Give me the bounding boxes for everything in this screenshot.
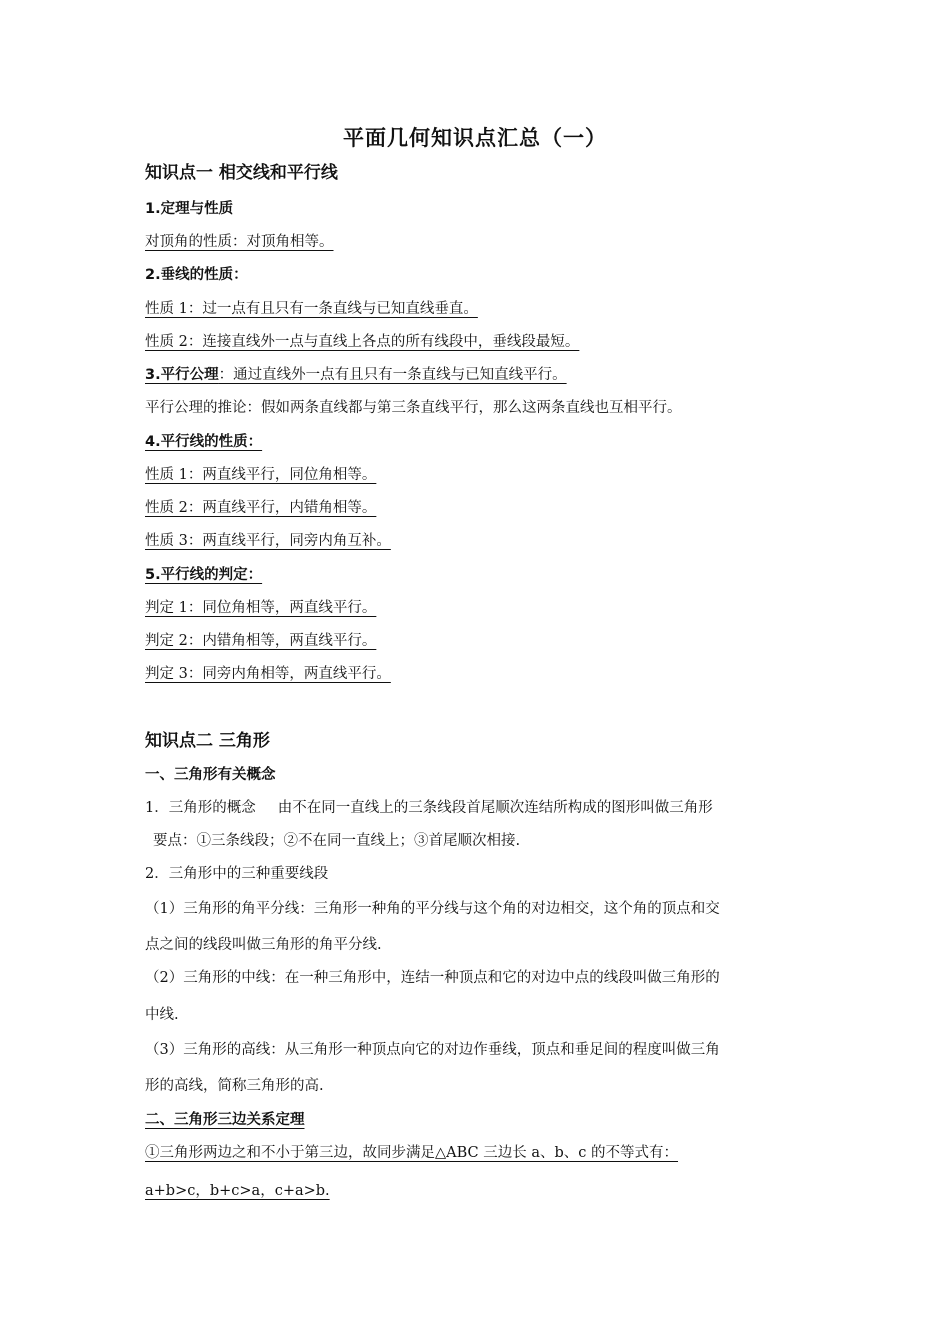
vertical-angles-property: 对顶角的性质：对顶角相等。	[145, 234, 334, 250]
document-title: 平面几何知识点汇总（一）	[343, 126, 607, 150]
parallel-property-3: 性质 3：两直线平行，同旁内角互补。	[145, 533, 391, 549]
three-important-segments: 2．三角形中的三种重要线段	[145, 866, 329, 882]
parallel-axiom-label: 3.平行公理	[145, 367, 219, 383]
section1-heading: 知识点一 相交线和平行线	[145, 163, 338, 183]
perpendicular-property-2: 性质 2：连接直线外一点与直线上各点的所有线段中，垂线段最短。	[145, 334, 580, 350]
parallel-criterion-2: 判定 2：内错角相等，两直线平行。	[145, 633, 377, 649]
parallel-criterion-1: 判定 1：同位角相等，两直线平行。	[145, 600, 377, 616]
subheading-parallel-criteria: 5.平行线的判定：	[145, 567, 263, 583]
median-line-1: （2）三角形的中线：在一种三角形中，连结一种顶点和它的对边中点的线段叫做三角形的	[145, 970, 720, 986]
altitude-line-1: （3）三角形的高线：从三角形一种顶点向它的对边作垂线，顶点和垂足间的程度叫做三角	[145, 1042, 720, 1058]
parallel-property-2: 性质 2：两直线平行，内错角相等。	[145, 500, 377, 516]
triangle-definition-label: 1．三角形的概念	[145, 800, 256, 816]
subheading-theorems: 1.定理与性质	[145, 201, 234, 217]
triangle-inequality-line-2: a+b>c，b+c>a，c+a>b.	[145, 1183, 330, 1199]
perpendicular-property-1: 性质 1：过一点有且只有一条直线与已知直线垂直。	[145, 301, 478, 317]
angle-bisector-line-1: （1）三角形的角平分线：三角形一种角的平分线与这个角的对边相交，这个角的顶点和交	[145, 901, 720, 917]
angle-bisector-line-2: 点之间的线段叫做三角形的角平分线.	[145, 937, 382, 953]
parallel-criterion-3: 判定 3：同旁内角相等，两直线平行。	[145, 666, 391, 682]
parallel-property-1: 性质 1：两直线平行，同位角相等。	[145, 467, 377, 483]
subheading-parallel-properties: 4.平行线的性质：	[145, 434, 263, 450]
triangle-inequality-heading: 二、三角形三边关系定理	[145, 1112, 305, 1128]
triangle-concepts-heading: 一、三角形有关概念	[145, 767, 276, 783]
triangle-key-points: 要点：①三条线段；②不在同一直线上；③首尾顺次相接.	[153, 833, 521, 849]
median-line-2: 中线.	[145, 1007, 179, 1023]
subheading-perpendicular: 2.垂线的性质：	[145, 267, 248, 283]
parallel-axiom-text: ：通过直线外一点有且只有一条直线与已知直线平行。	[218, 367, 567, 383]
triangle-definition	[145, 798, 713, 818]
altitude-line-2: 形的高线，简称三角形的高.	[145, 1078, 324, 1094]
parallel-axiom	[145, 365, 567, 385]
triangle-definition-text: 由不在同一直线上的三条线段首尾顺次连结所构成的图形叫做三角形	[277, 800, 713, 816]
triangle-inequality-line-1: ①三角形两边之和不小于第三边，故同步满足△ABC 三边长 a、b、c 的不等式有：	[145, 1145, 679, 1161]
parallel-axiom-corollary: 平行公理的推论：假如两条直线都与第三条直线平行，那么这两条直线也互相平行。	[145, 400, 682, 416]
section2-heading: 知识点二 三角形	[145, 731, 270, 751]
